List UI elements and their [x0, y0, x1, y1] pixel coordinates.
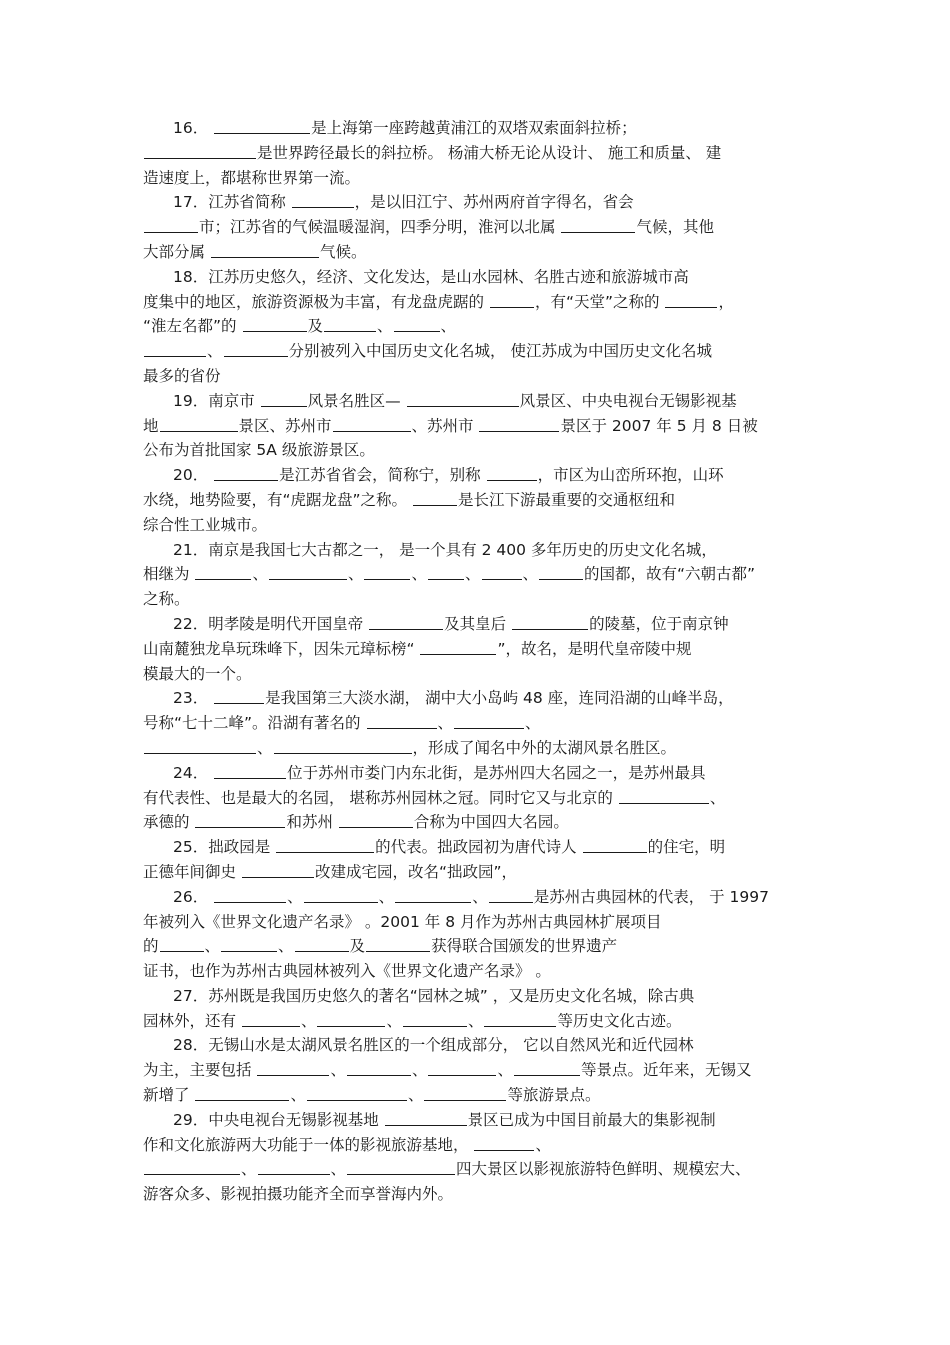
fill-in-blank[interactable]: [324, 315, 376, 332]
fill-in-blank[interactable]: [428, 1059, 496, 1076]
question-q17: [143, 190, 808, 264]
question-text: 新增了: [143, 1086, 195, 1105]
fill-in-blank[interactable]: [369, 613, 443, 630]
question-q24: [143, 761, 808, 835]
question-text: 号称“七十二峰”。沿湖有著名的: [143, 714, 366, 733]
question-text: 园林外，还有: [143, 1011, 241, 1030]
fill-in-blank[interactable]: [583, 836, 647, 853]
fill-in-blank[interactable]: [339, 811, 413, 828]
question-line: [143, 761, 808, 786]
question-text: 、: [464, 565, 481, 584]
fill-in-blank[interactable]: [214, 464, 278, 481]
question-text: ，市区为山峦所环抱，山环: [537, 466, 724, 485]
question-line: [143, 538, 808, 563]
fill-in-blank[interactable]: [347, 1059, 411, 1076]
question-line: [143, 1182, 808, 1207]
fill-in-blank[interactable]: [561, 216, 635, 233]
question-line: [143, 166, 808, 191]
question-text: 景区于 2007 年 5 月 8 日被: [560, 416, 758, 435]
fill-in-blank[interactable]: [484, 1010, 556, 1027]
question-text: 26．: [173, 887, 214, 906]
question-text: 水绕，地势险要，有“虎踞龙盘”之称。: [143, 490, 412, 509]
question-text: 景区已成为中国目前最大的集影视制: [467, 1110, 716, 1129]
question-line: [143, 984, 808, 1009]
question-text: ”，故名，是明代皇帝陵中规: [497, 639, 692, 658]
fill-in-blank[interactable]: [367, 712, 437, 729]
question-text: 地: [143, 416, 159, 435]
question-text: 及: [349, 937, 366, 956]
question-text: 17．江苏省简称: [173, 193, 291, 212]
question-text: 及其皇后: [444, 614, 512, 633]
fill-in-blank[interactable]: [258, 1158, 330, 1175]
question-text: 为主，主要包括: [143, 1061, 257, 1080]
question-text: 改建成宅园，改名“拙政园”，: [314, 862, 517, 881]
fill-in-blank[interactable]: [242, 861, 314, 878]
question-text: ，是以旧江宁、苏州两府首字得名，省会: [354, 193, 634, 212]
question-text: 、: [472, 887, 488, 906]
question-q23: [143, 686, 808, 760]
question-text: 16．: [173, 119, 214, 137]
question-text: 、: [347, 565, 364, 584]
question-text: 的国都，故有“六朝古都”: [584, 565, 756, 584]
fill-in-blank[interactable]: [403, 1010, 467, 1027]
question-text: ，: [718, 292, 734, 311]
question-line: [143, 1108, 808, 1133]
question-text: 、: [204, 937, 221, 956]
fill-in-blank[interactable]: [619, 787, 709, 804]
fill-in-blank[interactable]: [474, 1134, 534, 1151]
fill-in-blank[interactable]: [512, 613, 588, 630]
question-line: [143, 488, 808, 513]
fill-in-blank[interactable]: [211, 241, 319, 258]
fill-in-blank[interactable]: [366, 935, 430, 952]
question-line: [143, 1009, 808, 1034]
fill-in-blank[interactable]: [514, 1059, 580, 1076]
question-line: [143, 1033, 808, 1058]
fill-in-blank[interactable]: [304, 886, 378, 903]
question-q26: [143, 885, 808, 984]
question-text: 有代表性、也是最大的名园， 堪称苏州园林之冠。同时它又与北京的: [143, 788, 618, 807]
fill-in-blank[interactable]: [413, 489, 457, 506]
question-text: 气候。: [319, 242, 367, 261]
fill-in-blank[interactable]: [269, 563, 347, 580]
question-line: [143, 463, 808, 488]
question-text: 风景区、中央电视台无锡影视基: [519, 391, 737, 410]
question-text: 相继为: [143, 565, 195, 584]
question-text: 合称为中国四大名园。: [413, 813, 569, 832]
question-text: 、: [437, 714, 454, 733]
question-text: 四大景区以影视旅游特色鲜明、规模宏大、: [456, 1160, 751, 1179]
fill-in-blank[interactable]: [144, 142, 256, 159]
fill-in-blank[interactable]: [261, 390, 307, 407]
question-line: [143, 736, 808, 761]
question-text: 获得联合国颁发的世界遗产: [431, 937, 618, 956]
fill-in-blank[interactable]: [295, 935, 349, 952]
question-text: 、: [378, 887, 395, 906]
question-text: 是我国第三大淡水湖， 湖中大小岛屿 48 座，连同沿湖的山峰半岛，: [265, 689, 734, 708]
question-line: [143, 934, 808, 959]
question-line: [143, 860, 808, 885]
question-text: 作和文化旅游两大功能于一体的影视旅游基地，: [143, 1135, 474, 1154]
question-text: 是世界跨径最长的斜拉桥。 杨浦大桥无论从设计、 施工和质量、 建: [257, 143, 722, 162]
fill-in-blank[interactable]: [665, 291, 717, 308]
question-text: 29．中央电视台无锡影视基地: [173, 1110, 384, 1129]
fill-in-blank[interactable]: [489, 886, 533, 903]
question-text: 、: [207, 342, 223, 361]
question-text: 等历史文化古迹。: [557, 1011, 682, 1030]
question-text: 、: [407, 1086, 424, 1105]
fill-in-blank[interactable]: [242, 1010, 300, 1027]
question-line: [143, 910, 808, 935]
question-text: 、: [330, 1061, 346, 1080]
question-text: 、苏州市: [411, 416, 479, 435]
fill-in-blank[interactable]: [214, 886, 286, 903]
question-text: 的代表。拙政园初为唐代诗人: [375, 838, 582, 857]
question-text: 是上海第一座跨越黄浦江的双塔双索面斜拉桥；: [311, 119, 637, 137]
question-text: 、: [411, 1061, 428, 1080]
question-line: [143, 810, 808, 835]
question-text: 的陵墓，位于南京钟: [589, 614, 729, 633]
question-text: 、: [377, 317, 393, 336]
fill-in-blank[interactable]: [195, 563, 251, 580]
fill-in-blank[interactable]: [276, 836, 374, 853]
question-text: 综合性工业城市。: [143, 515, 268, 534]
fill-in-blank[interactable]: [317, 1010, 385, 1027]
question-text: 、: [278, 937, 294, 956]
question-text: 位于苏州市娄门内东北街，是苏州四大名园之一，是苏州最具: [287, 763, 706, 782]
question-text: 大部分属: [143, 242, 210, 261]
question-text: 、: [497, 1061, 513, 1080]
question-text: 、: [386, 1011, 402, 1030]
question-line: [143, 1083, 808, 1108]
question-line: [143, 587, 808, 612]
question-line: [143, 959, 808, 984]
question-line: [143, 686, 808, 711]
fill-in-blank[interactable]: [307, 1084, 407, 1101]
question-text: 分别被列入中国历史文化名城， 使江苏成为中国历史文化名城: [288, 342, 712, 361]
question-line: [143, 562, 808, 587]
question-text: 19．南京市: [173, 391, 260, 410]
fill-in-blank[interactable]: [364, 563, 410, 580]
fill-in-blank[interactable]: [257, 1059, 329, 1076]
fill-in-blank[interactable]: [482, 563, 522, 580]
fill-in-blank[interactable]: [333, 415, 411, 432]
question-text: 、: [300, 1011, 317, 1030]
question-text: 正德年间御史: [143, 862, 241, 881]
question-q27: [143, 984, 808, 1034]
fill-in-blank[interactable]: [395, 886, 471, 903]
question-q19: [143, 389, 808, 463]
question-q20: [143, 463, 808, 537]
question-line: [143, 364, 808, 389]
question-text: 的: [143, 937, 159, 956]
question-line: [143, 637, 808, 662]
question-text: 风景名胜区—: [307, 391, 406, 410]
question-text: 、: [290, 1086, 306, 1105]
question-q21: [143, 538, 808, 612]
question-q18: [143, 265, 808, 389]
question-line: [143, 612, 808, 637]
fill-in-blank[interactable]: [274, 737, 412, 754]
question-line: [143, 215, 808, 240]
question-text: ，形成了闻名中外的太湖风景名胜区。: [412, 738, 677, 757]
question-line: [143, 835, 808, 860]
fill-in-blank[interactable]: [292, 191, 354, 208]
question-line: [143, 190, 808, 215]
question-text: 、: [709, 788, 726, 807]
fill-in-blank[interactable]: [195, 1084, 289, 1101]
question-text: 公布为首批国家 5A 级旅游景区。: [143, 441, 375, 460]
question-text: 和苏州: [286, 813, 338, 832]
question-text: 景区、苏州市: [238, 416, 332, 435]
question-line: [143, 389, 808, 414]
fill-in-blank[interactable]: [487, 464, 537, 481]
question-text: 、: [440, 317, 457, 336]
question-text: 27．苏州既是我国历史悠久的著名“园林之城” ，又是历史文化名城，除古典: [173, 986, 695, 1005]
question-text: 游客众多、影视拍摄功能齐全而享誉海内外。: [143, 1185, 454, 1204]
question-text: 证书，也作为苏州古典园林被列入《世界文化遗产名录》 。: [143, 962, 551, 981]
fill-in-blank[interactable]: [424, 1084, 506, 1101]
question-text: 度集中的地区，旅游资源极为丰富，有龙盘虎踞的: [143, 292, 489, 311]
question-line: [143, 1058, 808, 1083]
question-text: 市；江苏省的气候温暖湿润，四季分明，淮河以北属: [199, 218, 561, 237]
fill-in-blank[interactable]: [214, 762, 286, 779]
question-line: [143, 1157, 808, 1182]
question-text: 的住宅，明: [647, 838, 726, 857]
fill-in-blank[interactable]: [224, 340, 288, 357]
fill-in-blank[interactable]: [385, 1109, 467, 1126]
question-text: 24．: [173, 763, 214, 782]
question-q22: [143, 612, 808, 686]
fill-in-blank[interactable]: [160, 415, 238, 432]
question-text: 23．: [173, 689, 214, 708]
question-text: 、: [467, 1011, 484, 1030]
question-text: 20．: [173, 466, 214, 485]
question-text: 、: [522, 565, 539, 584]
fill-in-blank[interactable]: [243, 315, 307, 332]
fill-in-blank[interactable]: [144, 1158, 240, 1175]
question-line: [143, 438, 808, 463]
question-text: 22．明孝陵是明代开国皇帝: [173, 614, 369, 633]
question-line: [143, 662, 808, 687]
fill-in-blank[interactable]: [144, 737, 256, 754]
question-line: [143, 265, 808, 290]
question-text: 、: [257, 738, 273, 757]
question-line: [143, 885, 808, 910]
question-text: 等景点。近年来，无锡又: [580, 1061, 752, 1080]
fill-in-blank[interactable]: [144, 340, 206, 357]
question-text: 25．拙政园是: [173, 838, 276, 857]
fill-in-blank[interactable]: [539, 563, 583, 580]
question-text: 21．南京是我国七大古都之一， 是一个具有 2 400 多年历史的历史文化名城，: [173, 540, 717, 559]
question-text: 造速度上，都堪称世界第一流。: [143, 168, 361, 187]
question-q28: [143, 1033, 808, 1107]
question-text: 承德的: [143, 813, 195, 832]
question-text: 及: [307, 317, 324, 336]
fill-in-blank[interactable]: [214, 687, 264, 704]
fill-in-blank[interactable]: [160, 935, 204, 952]
fill-in-blank[interactable]: [407, 390, 519, 407]
question-line: [143, 339, 808, 364]
question-text: 山南麓独龙阜玩珠峰下，因朱元璋标榜“: [143, 639, 420, 658]
question-text: ，有“天堂”之称的: [534, 292, 665, 311]
fill-in-blank[interactable]: [214, 117, 310, 134]
question-line: [143, 314, 808, 339]
fill-in-blank[interactable]: [221, 935, 277, 952]
question-text: 模最大的一个。: [143, 664, 252, 683]
question-text: 是江苏省省会，简称宁，别称: [279, 466, 486, 485]
fill-in-blank[interactable]: [394, 315, 440, 332]
exercise-page: [143, 116, 808, 1207]
question-text: 最多的省份: [143, 366, 221, 385]
question-text: 、: [241, 1160, 257, 1179]
fill-in-blank[interactable]: [490, 291, 534, 308]
fill-in-blank[interactable]: [420, 638, 496, 655]
question-q29: [143, 1108, 808, 1207]
question-line: [143, 240, 808, 265]
question-q16: [143, 116, 808, 190]
question-line: [143, 141, 808, 166]
question-text: 是长江下游最重要的交通枢纽和: [458, 490, 676, 509]
question-line: [143, 1133, 808, 1158]
question-text: 18．江苏历史悠久，经济、文化发达，是山水园林、名胜古迹和旅游城市高: [173, 267, 689, 286]
question-text: 、: [287, 887, 303, 906]
question-text: “淮左名都”的: [143, 317, 242, 336]
question-text: 、: [330, 1160, 347, 1179]
fill-in-blank[interactable]: [454, 712, 524, 729]
fill-in-blank[interactable]: [347, 1158, 455, 1175]
fill-in-blank[interactable]: [479, 415, 559, 432]
question-text: 等旅游景点。: [507, 1086, 601, 1105]
question-text: 年被列入《世界文化遗产名录》 。2001 年 8 月作为苏州古典园林扩展项目: [143, 912, 662, 931]
question-text: 气候，其他: [636, 218, 714, 237]
question-text: 、: [525, 714, 541, 733]
question-line: [143, 414, 808, 439]
fill-in-blank[interactable]: [144, 216, 198, 233]
question-line: [143, 786, 808, 811]
question-line: [143, 116, 808, 141]
question-line: [143, 290, 808, 315]
question-text: 、: [411, 565, 427, 584]
question-text: 28．无锡山水是太湖风景名胜区的一个组成部分， 它以自然风光和近代园林: [173, 1036, 694, 1055]
question-text: 是苏州古典园林的代表， 于 1997: [533, 887, 770, 906]
question-line: [143, 513, 808, 538]
question-line: [143, 711, 808, 736]
fill-in-blank[interactable]: [428, 563, 464, 580]
question-text: 、: [252, 565, 268, 584]
question-text: 之称。: [143, 590, 190, 609]
question-q25: [143, 835, 808, 885]
fill-in-blank[interactable]: [195, 811, 285, 828]
question-text: 、: [535, 1135, 551, 1154]
